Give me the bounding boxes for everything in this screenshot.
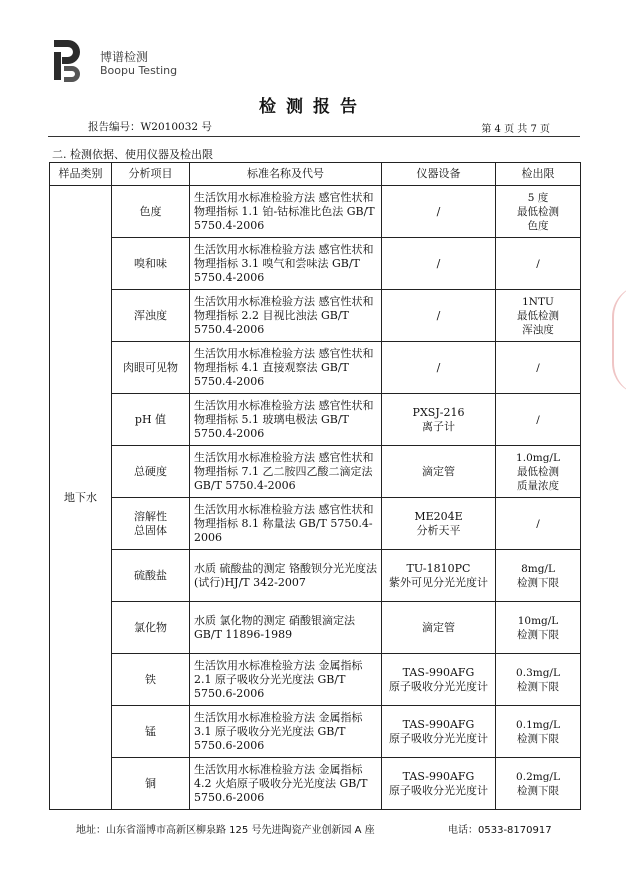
analysis-item-cell: 色度	[112, 186, 190, 238]
table-row	[50, 238, 581, 290]
standard-cell: 生活饮用水标准检验方法 感官性状和物理指标 5.1 玻璃电极法 GB/T 5750.4-2006	[190, 394, 382, 446]
header-instrument: 仪器设备	[382, 163, 496, 186]
analysis-item-cell: 肉眼可见物	[112, 342, 190, 394]
header-analysis-item: 分析项目	[112, 163, 190, 186]
standard-cell: 生活饮用水标准检验方法 感官性状和物理指标 1.1 铂-钴标准比色法 GB/T 5750.4-2006	[190, 186, 382, 238]
analysis-item-cell: 氯化物	[112, 602, 190, 654]
standard-cell: 生活饮用水标准检验方法 金属指标 4.2 火焰原子吸收分光光度法 GB/T 5750.6-2006	[190, 758, 382, 810]
table-row	[50, 706, 581, 758]
detection-limit-cell: 10mg/L 检测下限	[496, 602, 581, 654]
detection-limit-cell: /	[496, 394, 581, 446]
report-number: 报告编号：W2010032 号	[88, 121, 212, 133]
header-standard: 标准名称及代号	[190, 163, 382, 186]
sample-category-cell: 地下水	[50, 186, 112, 810]
detection-limit-cell: 1NTU 最低检测 浑浊度	[496, 290, 581, 342]
instrument-cell: /	[382, 342, 496, 394]
detection-limit-cell: 0.3mg/L 检测下限	[496, 654, 581, 706]
boopu-logo-icon	[50, 38, 90, 82]
table-row	[50, 290, 581, 342]
standard-cell: 生活饮用水标准检验方法 金属指标 2.1 原子吸收分光光度法 GB/T 5750.6-2006	[190, 654, 382, 706]
table-row	[50, 550, 581, 602]
standard-cell: 水质 硫酸盐的测定 铬酸钡分光光度法(试行)HJ/T 342-2007	[190, 550, 382, 602]
instrument-cell: TAS-990AFG 原子吸收分光光度计	[382, 654, 496, 706]
test-basis-table	[49, 162, 581, 810]
instrument-cell: PXSJ-216 离子计	[382, 394, 496, 446]
instrument-cell: TAS-990AFG 原子吸收分光光度计	[382, 706, 496, 758]
table-row	[50, 342, 581, 394]
footer-address: 地址：山东省淄博市高新区柳泉路 125 号先进陶瓷产业创新园 A 座	[76, 825, 375, 836]
standard-cell: 生活饮用水标准检验方法 感官性状和物理指标 4.1 直接观察法 GB/T 5750.4-2006	[190, 342, 382, 394]
table-row	[50, 446, 581, 498]
detection-limit-cell: /	[496, 498, 581, 550]
standard-cell: 生活饮用水标准检验方法 金属指标 3.1 原子吸收分光光度法 GB/T 5750.6-2006	[190, 706, 382, 758]
table-row	[50, 498, 581, 550]
detection-limit-cell: 0.1mg/L 检测下限	[496, 706, 581, 758]
detection-limit-cell: /	[496, 342, 581, 394]
table-row	[50, 186, 581, 238]
red-stamp-mark	[612, 285, 626, 395]
document-title: 检测报告	[259, 97, 367, 117]
analysis-item-cell: 锰	[112, 706, 190, 758]
instrument-cell: 滴定管	[382, 446, 496, 498]
header-divider	[48, 136, 580, 137]
detection-limit-cell: 8mg/L 检测下限	[496, 550, 581, 602]
analysis-item-cell: 溶解性 总固体	[112, 498, 190, 550]
standard-cell: 生活饮用水标准检验方法 感官性状和物理指标 8.1 称量法 GB/T 5750.4-2006	[190, 498, 382, 550]
detection-limit-cell: 0.2mg/L 检测下限	[496, 758, 581, 810]
instrument-cell: 滴定管	[382, 602, 496, 654]
brand-name-cn: 博谱检测	[100, 50, 149, 64]
instrument-cell: /	[382, 290, 496, 342]
standard-cell: 生活饮用水标准检验方法 感官性状和物理指标 3.1 嗅气和尝味法 GB/T 5750.4-2006	[190, 238, 382, 290]
header-detection-limit: 检出限	[496, 163, 581, 186]
instrument-cell: ME204E 分析天平	[382, 498, 496, 550]
detection-limit-cell: 1.0mg/L 最低检测 质量浓度	[496, 446, 581, 498]
analysis-item-cell: 铁	[112, 654, 190, 706]
analysis-item-cell: 总硬度	[112, 446, 190, 498]
table-row	[50, 602, 581, 654]
standard-cell: 生活饮用水标准检验方法 感官性状和物理指标 2.2 目视比浊法 GB/T 5750.4-2006	[190, 290, 382, 342]
table-row	[50, 654, 581, 706]
standard-cell: 水质 氯化物的测定 硝酸银滴定法 GB/T 11896-1989	[190, 602, 382, 654]
analysis-item-cell: pH 值	[112, 394, 190, 446]
brand-text	[100, 50, 177, 78]
analysis-item-cell: 硫酸盐	[112, 550, 190, 602]
instrument-cell: /	[382, 186, 496, 238]
section-heading: 二. 检测依据、使用仪器及检出限	[52, 148, 213, 161]
table-row	[50, 394, 581, 446]
page-info: 第 4 页 共 7 页	[481, 124, 550, 135]
analysis-item-cell: 铜	[112, 758, 190, 810]
header-sample-category: 样品类别	[50, 163, 112, 186]
instrument-cell: TAS-990AFG 原子吸收分光光度计	[382, 758, 496, 810]
detection-limit-cell: 5 度 最低检测 色度	[496, 186, 581, 238]
detection-limit-cell: /	[496, 238, 581, 290]
analysis-item-cell: 嗅和味	[112, 238, 190, 290]
table-header-row	[50, 163, 581, 186]
instrument-cell: /	[382, 238, 496, 290]
standard-cell: 生活饮用水标准检验方法 感官性状和物理指标 7.1 乙二胺四乙酸二滴定法 GB/T 5750.4-2006	[190, 446, 382, 498]
table-row	[50, 758, 581, 810]
brand-name-en: Boopu Testing	[100, 64, 178, 77]
footer-phone: 电话：0533-8170917	[448, 825, 552, 836]
analysis-item-cell: 浑浊度	[112, 290, 190, 342]
instrument-cell: TU-1810PC 紫外可见分光光度计	[382, 550, 496, 602]
